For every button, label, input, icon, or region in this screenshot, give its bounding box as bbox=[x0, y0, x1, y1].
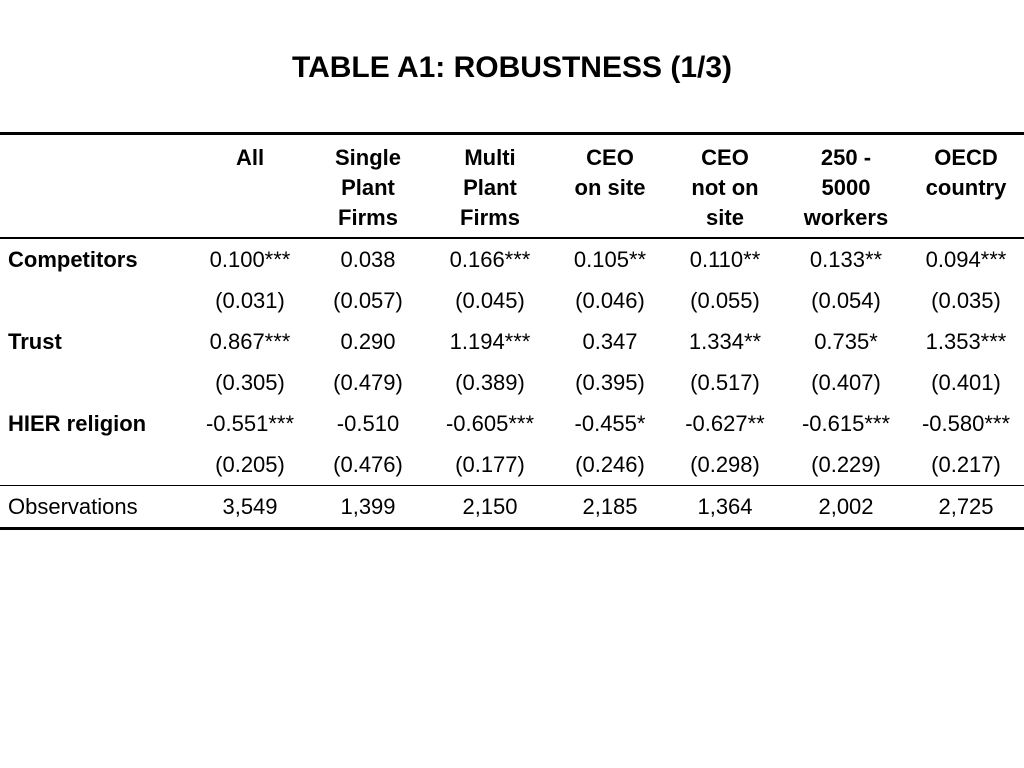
column-header-all bbox=[190, 134, 310, 239]
coefficient-cell: -0.615*** bbox=[801, 410, 891, 436]
coefficient-cell: -0.627** bbox=[685, 410, 765, 436]
coefficient-cell: 0.133** bbox=[809, 246, 883, 272]
observations-cell: 2,185 bbox=[554, 486, 666, 529]
standard-error-cell: (0.401) bbox=[931, 369, 1001, 395]
coefficient-cell: 0.290 bbox=[340, 328, 396, 354]
standard-error-cell: (0.031) bbox=[215, 287, 285, 313]
coefficient-cell: 0.100*** bbox=[209, 246, 291, 272]
standard-error-cell: (0.205) bbox=[215, 451, 285, 477]
observations-cell: 2,150 bbox=[426, 486, 554, 529]
coefficient-row-hier-religion bbox=[0, 403, 1024, 444]
empty-label-cell bbox=[0, 280, 190, 321]
standard-error-cell: (0.217) bbox=[931, 451, 1001, 477]
standard-error-cell: (0.046) bbox=[575, 287, 645, 313]
standard-error-cell: (0.177) bbox=[455, 451, 525, 477]
standard-error-cell: (0.054) bbox=[811, 287, 881, 313]
header-line: 250 - bbox=[820, 145, 872, 170]
standard-error-cell: (0.035) bbox=[931, 287, 1001, 313]
coefficient-cell: 1.353*** bbox=[925, 328, 1007, 354]
coefficient-row-trust bbox=[0, 321, 1024, 362]
column-header-row bbox=[0, 134, 1024, 239]
row-label: HIER religion bbox=[8, 410, 147, 436]
observations-cell: 2,725 bbox=[908, 486, 1024, 529]
coefficient-cell: -0.510 bbox=[336, 410, 400, 436]
coefficient-cell: -0.580*** bbox=[921, 410, 1011, 436]
header-line: 5000 bbox=[821, 175, 871, 200]
row-label: Trust bbox=[8, 328, 62, 354]
header-line: site bbox=[706, 205, 744, 230]
coefficient-cell: 0.867*** bbox=[209, 328, 291, 354]
row-label-header bbox=[0, 134, 190, 239]
header-line: Firms bbox=[460, 205, 520, 230]
observations-cell: 1,399 bbox=[310, 486, 426, 529]
coefficient-cell: 0.038 bbox=[340, 246, 396, 272]
standard-error-cell: (0.517) bbox=[690, 369, 760, 395]
header-line: CEO bbox=[586, 145, 634, 170]
standard-error-cell: (0.407) bbox=[811, 369, 881, 395]
coefficient-cell: -0.605*** bbox=[445, 410, 535, 436]
observations-row bbox=[0, 486, 1024, 529]
standard-error-cell: (0.305) bbox=[215, 369, 285, 395]
column-header-ceo-on-site bbox=[554, 134, 666, 239]
standard-error-cell: (0.229) bbox=[811, 451, 881, 477]
standard-error-cell: (0.055) bbox=[690, 287, 760, 313]
empty-label-cell bbox=[0, 362, 190, 403]
header-line: OECD bbox=[934, 145, 998, 170]
row-label: Competitors bbox=[8, 246, 138, 272]
standard-error-cell: (0.298) bbox=[690, 451, 760, 477]
standard-error-row-competitors bbox=[0, 280, 1024, 321]
standard-error-cell: (0.395) bbox=[575, 369, 645, 395]
header-line: All bbox=[235, 145, 265, 170]
column-header-ceo-not-on-site bbox=[666, 134, 784, 239]
standard-error-cell: (0.479) bbox=[333, 369, 403, 395]
empty-label-cell bbox=[0, 444, 190, 486]
header-line: Multi bbox=[464, 145, 516, 170]
standard-error-cell: (0.045) bbox=[455, 287, 525, 313]
header-line: workers bbox=[803, 205, 889, 230]
header-line: not on bbox=[691, 175, 759, 200]
header-line: Plant bbox=[341, 175, 395, 200]
robustness-table bbox=[0, 132, 1024, 530]
header-line: CEO bbox=[701, 145, 749, 170]
coefficient-cell: 0.166*** bbox=[449, 246, 531, 272]
coefficient-cell: 0.110** bbox=[689, 246, 761, 272]
observations-cell: 3,549 bbox=[190, 486, 310, 529]
observations-cell: 2,002 bbox=[784, 486, 908, 529]
header-line: Firms bbox=[338, 205, 398, 230]
observations-cell: 1,364 bbox=[666, 486, 784, 529]
standard-error-row-trust bbox=[0, 362, 1024, 403]
table-title: TABLE A1: ROBUSTNESS (1/3) bbox=[291, 51, 733, 84]
column-header-single-plant-firms bbox=[310, 134, 426, 239]
coefficient-cell: 0.735* bbox=[814, 328, 878, 354]
header-line: Plant bbox=[463, 175, 517, 200]
column-header-oecd-country bbox=[908, 134, 1024, 239]
coefficient-cell: 0.094*** bbox=[925, 246, 1007, 272]
coefficient-cell: -0.551*** bbox=[205, 410, 295, 436]
standard-error-row-hier-religion bbox=[0, 444, 1024, 486]
standard-error-cell: (0.246) bbox=[575, 451, 645, 477]
coefficient-cell: 0.347 bbox=[582, 328, 638, 354]
header-line: Single bbox=[334, 145, 401, 170]
standard-error-cell: (0.057) bbox=[333, 287, 403, 313]
coefficient-cell: 1.194*** bbox=[449, 328, 531, 354]
coefficient-cell: 1.334** bbox=[688, 328, 762, 354]
row-label: Observations bbox=[0, 486, 190, 529]
standard-error-cell: (0.476) bbox=[333, 451, 403, 477]
standard-error-cell: (0.389) bbox=[455, 369, 525, 395]
header-line: on site bbox=[574, 175, 646, 200]
column-header-multi-plant-firms bbox=[426, 134, 554, 239]
coefficient-row-competitors bbox=[0, 238, 1024, 280]
coefficient-cell: 0.105** bbox=[573, 246, 647, 272]
column-header-250-5000-workers bbox=[784, 134, 908, 239]
coefficient-cell: -0.455* bbox=[574, 410, 646, 436]
header-line: country bbox=[925, 175, 1007, 200]
